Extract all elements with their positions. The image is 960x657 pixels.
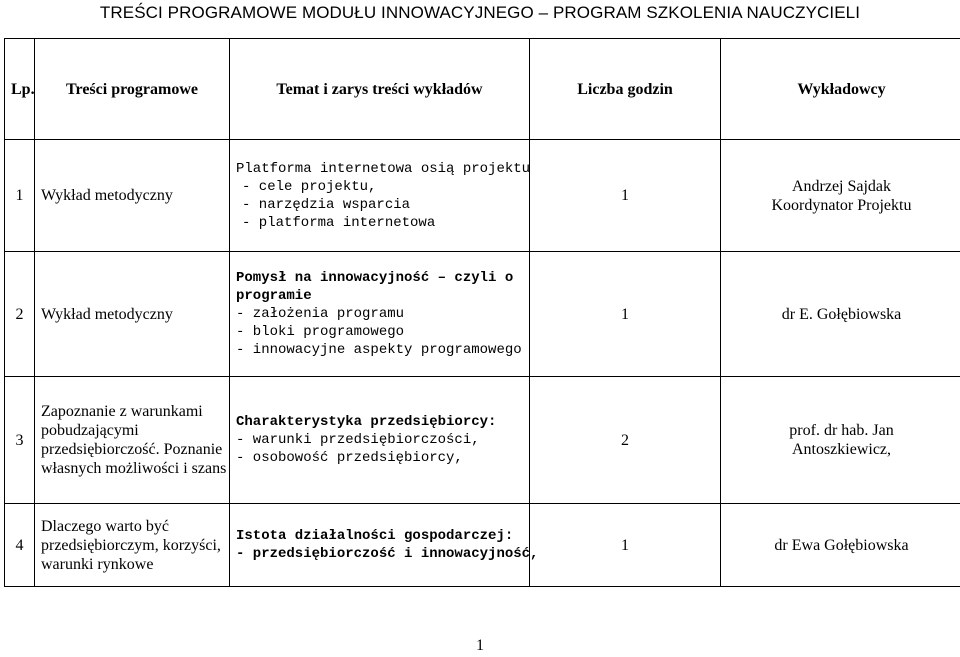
header-temat: Temat i zarys treści wykładów [230, 39, 530, 140]
table-row [5, 504, 960, 587]
row-lecture-topic [230, 252, 530, 377]
program-content-line: Zapoznanie z warunkami [41, 403, 203, 420]
row-lecturer [721, 252, 960, 377]
program-content-line: Wykład metodyczny [41, 187, 173, 204]
row-program-content [35, 252, 230, 377]
lecture-topic-line: - bloki programowego [236, 324, 405, 340]
page-number: 1 [476, 637, 484, 654]
row-hours: 1 [530, 140, 721, 252]
table-row [5, 377, 960, 504]
lecture-topic-line: - platforma internetowa [242, 214, 436, 231]
row-program-content [35, 140, 230, 252]
row-program-content [35, 377, 230, 504]
row-number: 2 [5, 252, 35, 377]
row-lecture-topic [230, 140, 530, 252]
lecturer-line: Andrzej Sajdak [791, 177, 892, 195]
row-lecturer [721, 504, 960, 587]
lecture-topic-line: Platforma internetowa osią projektu [236, 160, 531, 177]
lecture-topic-line: programie [236, 288, 312, 304]
table-row [5, 140, 960, 252]
program-content-line: przedsiębiorczość. Poznanie [41, 441, 223, 458]
row-hours: 1 [530, 252, 721, 377]
table-header-row [5, 39, 960, 140]
document-title: TREŚCI PROGRAMOWE MODUŁU INNOWACYJNEGO – PROGRAM SZKOLENIA NAUCZYCIELI [99, 3, 861, 22]
row-hours: 2 [530, 377, 721, 504]
row-number: 1 [5, 140, 35, 252]
row-lecturer [721, 377, 960, 504]
program-content-line: przedsiębiorczym, korzyści, [41, 536, 221, 554]
program-content-line: pobudzającymi [41, 422, 139, 439]
lecturer-line: prof. dr hab. Jan [789, 422, 894, 439]
lecture-topic-line: Charakterystyka przedsiębiorcy: [236, 414, 497, 430]
header-wykladowcy: Wykładowcy [721, 39, 960, 140]
row-lecturer [721, 140, 960, 252]
lecture-topic-line: - cele projektu, [242, 178, 377, 195]
lecture-topic-line: - osobowość przedsiębiorcy, [236, 450, 463, 466]
row-lecture-topic [230, 504, 539, 587]
lecture-topic-line: - innowacyjne aspekty programowego [236, 342, 522, 358]
program-table [4, 38, 960, 587]
program-content-line: Wykład metodyczny [41, 305, 173, 323]
program-content-line: własnych możliwości i szans [41, 460, 227, 477]
lecture-topic-line: Istota działalności gospodarczej: [236, 528, 514, 544]
lecture-topic-line: Pomysł na innowacyjność – czyli o [236, 270, 514, 286]
lecturer-line: Koordynator Projektu [771, 196, 912, 214]
lecture-topic-line: - narzędzia wsparcia [242, 196, 411, 213]
header-godziny: Liczba godzin [530, 39, 721, 140]
header-tresci: Treści programowe [35, 39, 230, 140]
lecture-topic-line: - przedsiębiorczość i innowacyjność, [236, 546, 539, 562]
program-content-line: warunki rynkowe [41, 555, 154, 573]
row-lecture-topic [230, 377, 530, 504]
lecturer-line: dr Ewa Gołębiowska [774, 536, 909, 554]
table-row [5, 252, 960, 377]
lecturer-line: dr E. Gołębiowska [781, 305, 902, 323]
row-number: 3 [5, 377, 35, 504]
lecturer-line: Antoszkiewicz, [791, 441, 892, 458]
row-program-content [35, 504, 230, 587]
program-content-line: Dlaczego warto być [41, 517, 169, 535]
lecture-topic-line: - warunki przedsiębiorczości, [236, 432, 480, 448]
header-lp: Lp. [5, 39, 35, 140]
row-number: 4 [5, 504, 35, 587]
lecture-topic-line: - założenia programu [236, 306, 405, 322]
row-hours: 1 [530, 504, 721, 587]
